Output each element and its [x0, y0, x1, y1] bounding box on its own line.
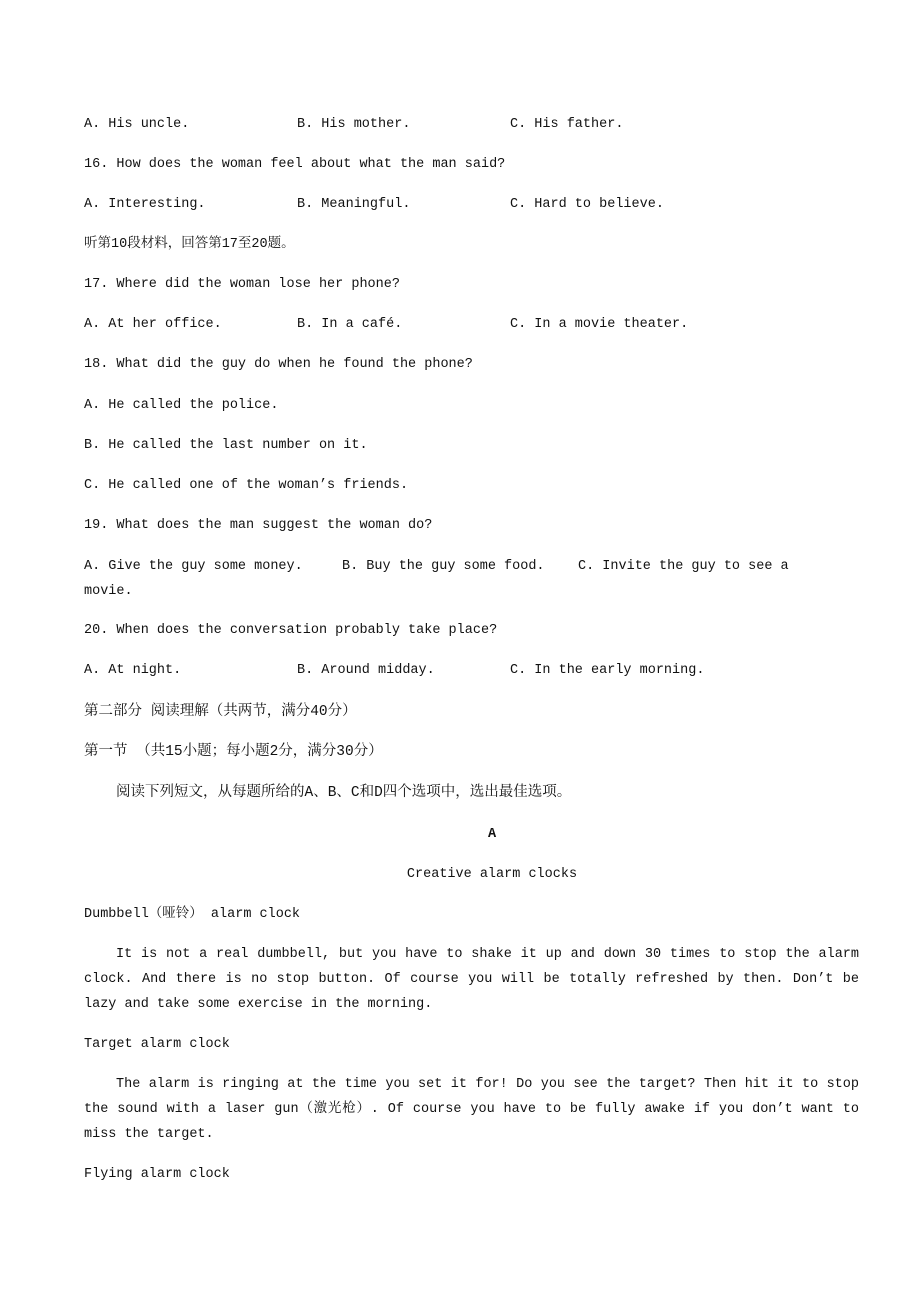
q18-option-b: B. He called the last number on it. — [84, 438, 368, 453]
section10-instruction: 听第10段材料，回答第17至20题。 — [84, 237, 295, 252]
q15-option-b: B. His mother. — [297, 117, 411, 132]
passage-title: Creative alarm clocks — [406, 867, 578, 882]
subheading-flying: Flying alarm clock — [84, 1167, 230, 1182]
q17-option-b: B. In a café. — [297, 317, 403, 332]
paragraph-target: The alarm is ringing at the time you set it for! Do you see the target? Then hit it to stop the sound with a laser gun（激光枪）. Of course you have to be fully awake if you don’t want to miss the target. — [84, 1077, 859, 1142]
q20-option-a: A. At night. — [84, 663, 182, 678]
q16-question: 16. How does the woman feel about what the man said? — [84, 157, 506, 172]
section1-heading: 第一节 （共15小题；每小题2分，满分30分） — [84, 744, 383, 760]
subheading-dumbbell: Dumbbell（哑铃） alarm clock — [84, 907, 301, 922]
q20-question: 20. When does the conversation probably take place? — [84, 623, 498, 638]
reading-instruction: 阅读下列短文，从每题所给的A、B、C和D四个选项中，选出最佳选项。 — [116, 785, 572, 801]
q18-option-a: A. He called the police. — [84, 398, 279, 413]
q16-option-c: C. Hard to believe. — [510, 197, 664, 212]
q17-option-a: A. At her office. — [84, 317, 222, 332]
paragraph-dumbbell: It is not a real dumbbell, but you have to shake it up and down 30 times to stop the alarm clock. And there is no stop button. Of course you will be totally refreshed by then. Don’t be lazy and take some exercise in the morning. — [84, 947, 859, 1012]
q18-option-c: C. He called one of the woman’s friends. — [84, 478, 409, 493]
q17-question: 17. Where did the woman lose her phone? — [84, 277, 400, 292]
q15-option-c: C. His father. — [510, 117, 624, 132]
q19-question: 19. What does the man suggest the woman do? — [84, 518, 433, 533]
passage-letter: A — [487, 827, 497, 842]
part2-heading: 第二部分 阅读理解（共两节，满分40分） — [84, 704, 357, 720]
q18-question: 18. What did the guy do when he found the phone? — [84, 357, 473, 372]
q19-option-c: C. Invite the guy to see a — [578, 559, 789, 574]
q20-option-c: C. In the early morning. — [510, 663, 705, 678]
q20-option-b: B. Around midday. — [297, 663, 435, 678]
subheading-target: Target alarm clock — [84, 1037, 230, 1052]
q19-option-a: A. Give the guy some money. — [84, 559, 303, 574]
q16-option-b: B. Meaningful. — [297, 197, 411, 212]
q17-option-c: C. In a movie theater. — [510, 317, 689, 332]
q19-option-c-continued: movie. — [84, 584, 133, 599]
q16-option-a: A. Interesting. — [84, 197, 206, 212]
q19-option-b: B. Buy the guy some food. — [342, 559, 545, 574]
q15-option-a: A. His uncle. — [84, 117, 190, 132]
